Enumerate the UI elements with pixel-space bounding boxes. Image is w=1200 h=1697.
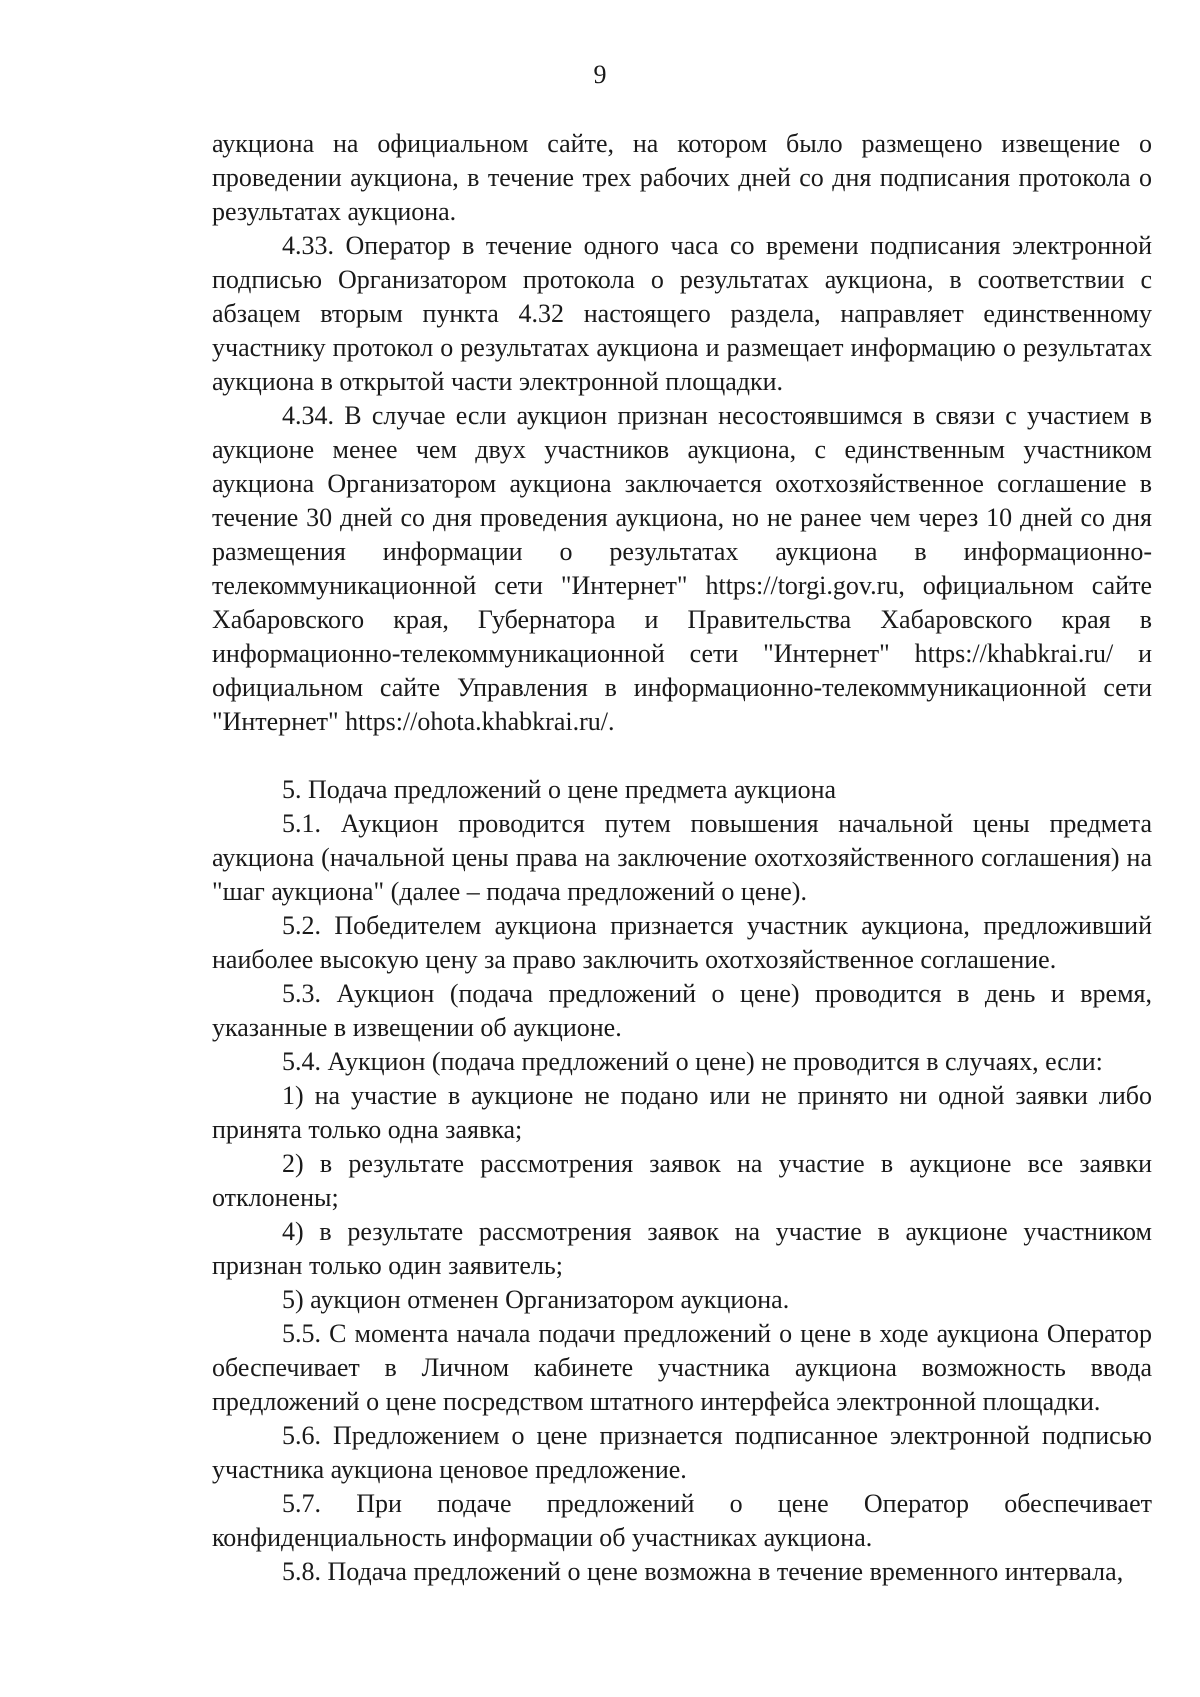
paragraph-5-2: 5.2. Победителем аукциона признается участник аукциона, предложивший наиболее высокую цену за право заключить охотхозяйственное соглашение. bbox=[212, 911, 1152, 974]
paragraph-5-4: 5.4. Аукцион (подача предложений о цене) не проводится в случаях, если: bbox=[282, 1047, 1103, 1076]
page-number: 9 bbox=[593, 60, 607, 89]
section-5-heading: 5. Подача предложений о цене предмета аукциона bbox=[282, 775, 837, 804]
paragraph-5-6: 5.6. Предложением о цене признается подписанное электронной подписью участника аукциона ценовое предложение. bbox=[212, 1421, 1152, 1484]
paragraph-continuation: аукциона на официальном сайте, на котором было размещено извещение о проведении аукциона, в течение трех рабочих дней со дня подписания протокола о результатах аукциона. bbox=[212, 129, 1152, 226]
paragraph-5-3: 5.3. Аукцион (подача предложений о цене) проводится в день и время, указанные в извещении об аукционе. bbox=[212, 979, 1152, 1042]
paragraph-5-5: 5.5. С момента начала подачи предложений о цене в ходе аукциона Оператор обеспечивает в Личном кабинете участника аукциона возможность ввода предложений о цене посредством штатного интерфейса электронной площадки. bbox=[212, 1319, 1152, 1416]
paragraph-5-7: 5.7. При подаче предложений о цене Оператор обеспечивает конфиденциальность информации об участниках аукциона. bbox=[212, 1489, 1152, 1552]
list-item-2: 2) в результате рассмотрения заявок на участие в аукционе все заявки отклонены; bbox=[212, 1149, 1152, 1212]
paragraph-4-33: 4.33. Оператор в течение одного часа со времени подписания электронной подписью Организатором протокола о результатах аукциона, в соответствии с абзацем вторым пункта 4.32 настоящего раздела, направляет единственному участнику протокол о результатах аукциона и размещает информацию о результатах аукциона в открытой части электронной площадки. bbox=[212, 231, 1152, 396]
list-item-1: 1) на участие в аукционе не подано или не принято ни одной заявки либо принята только одна заявка; bbox=[212, 1081, 1152, 1144]
paragraph-5-8: 5.8. Подача предложений о цене возможна в течение временного интервала, bbox=[282, 1557, 1124, 1586]
list-item-4: 4) в результате рассмотрения заявок на участие в аукционе участником признан только один заявитель; bbox=[212, 1217, 1152, 1280]
document-body bbox=[212, 127, 1152, 1589]
paragraph-5-1: 5.1. Аукцион проводится путем повышения начальной цены предмета аукциона (начальной цены права на заключение охотхозяйственного соглашения) на "шаг аукциона" (далее – подача предложений о цене). bbox=[212, 809, 1152, 906]
paragraph-4-34: 4.34. В случае если аукцион признан несостоявшимся в связи с участием в аукционе менее чем двух участников аукциона, с единственным участником аукциона Организатором аукциона заключается охотхозяйственное соглашение в течение 30 дней со дня проведения аукциона, но не ранее чем через 10 дней со дня размещения информации о результатах аукциона в информационно-телекоммуникационной сети "Интернет" https://torgi.gov.ru, официальном сайте Хабаровского края, Губернатора и Правительства Хабаровского края в информационно-телекоммуникационной сети "Интернет" https://khabkrai.ru/ и официальном сайте Управления в информационно-телекоммуникационной сети "Интернет" https://ohota.khabkrai.ru/. bbox=[212, 401, 1152, 736]
list-item-5: 5) аукцион отменен Организатором аукциона. bbox=[282, 1285, 790, 1314]
